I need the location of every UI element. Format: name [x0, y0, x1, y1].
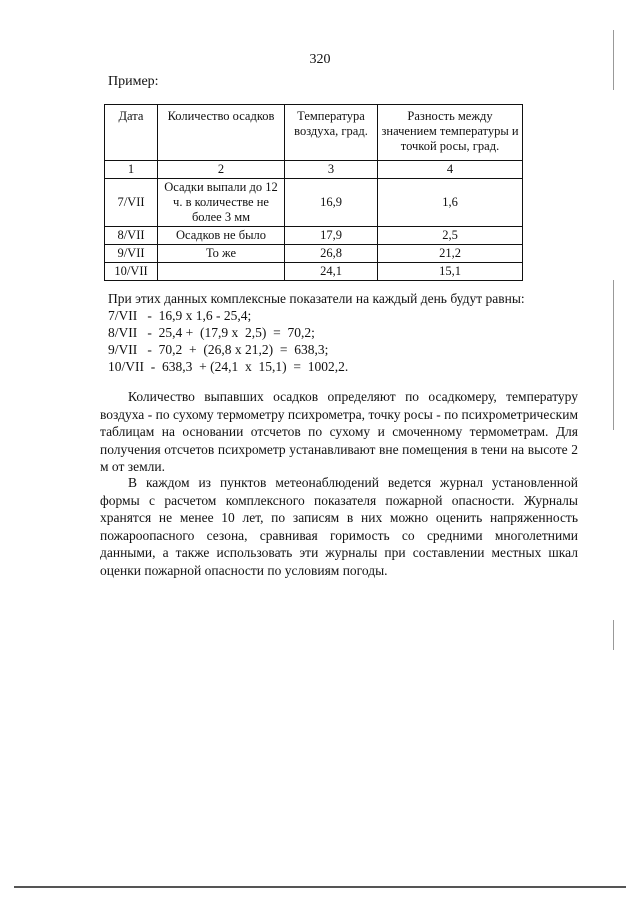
- calculation-line: 9/VII - 70,2 + (26,8 х 21,2) = 638,3;: [108, 342, 329, 357]
- table-header-row: [105, 105, 523, 161]
- column-number: 1: [105, 161, 158, 179]
- paragraph-measurement: Количество выпавших осадков определяют по осадкомеру, температуру воздуха - по сухому термометру психрометра, точку росы - по психрометрическим таблицам на основании отсчетов по сухому и смоченному термометрам. Для получения отсчетов психрометр устанавливают вне помещения в тени на высоте 2 м от земли.: [100, 389, 578, 474]
- scan-edge-mark: [613, 280, 614, 430]
- column-number: 2: [158, 161, 285, 179]
- cell-temperature: 24,1: [285, 263, 378, 281]
- header-date: Дата: [105, 105, 158, 161]
- scan-edge-mark: [613, 620, 614, 650]
- table-row: [105, 227, 523, 245]
- cell-difference: 15,1: [378, 263, 523, 281]
- calculation-line: 10/VII - 638,3 + (24,1 х 15,1) = 1002,2.: [108, 359, 349, 374]
- scan-edge-mark: [613, 30, 614, 90]
- cell-precipitation: Осадков не было: [158, 227, 285, 245]
- table-row: [105, 263, 523, 281]
- cell-date: 8/VII: [105, 227, 158, 245]
- cell-difference: 2,5: [378, 227, 523, 245]
- paragraph-journal: В каждом из пунктов метеонаблюдений ведется журнал установленной формы с расчетом комплексного показателя пожарной опасности. Журналы хранятся не менее 10 лет, по записям в них можно оценить напряженность пожароопасного сезона, сравнивая горимость со средними многолетними данными, а также использовать эти журналы при составлении местных шкал оценки пожарной опасности по условиям погоды.: [100, 475, 578, 578]
- cell-temperature: 26,8: [285, 245, 378, 263]
- cell-date: 7/VII: [105, 179, 158, 227]
- scan-bottom-edge: [14, 886, 626, 888]
- calculation-line: 8/VII - 25,4 + (17,9 х 2,5) = 70,2;: [108, 325, 315, 340]
- cell-date: 10/VII: [105, 263, 158, 281]
- table-row: [105, 179, 523, 227]
- cell-difference: 21,2: [378, 245, 523, 263]
- column-number: 4: [378, 161, 523, 179]
- cell-precipitation: [158, 263, 285, 281]
- table-column-numbers-row: [105, 161, 523, 179]
- column-number: 3: [285, 161, 378, 179]
- page-number: 320: [309, 52, 331, 67]
- calculation-line: 7/VII - 16,9 х 1,6 - 25,4;: [108, 308, 252, 323]
- header-temperature: Температура воздуха, град.: [285, 105, 378, 161]
- cell-precipitation: То же: [158, 245, 285, 263]
- header-precipitation: Количество осадков: [158, 105, 285, 161]
- cell-date: 9/VII: [105, 245, 158, 263]
- cell-temperature: 16,9: [285, 179, 378, 227]
- cell-temperature: 17,9: [285, 227, 378, 245]
- header-dewpoint-difference: Разность между значением температуры и точкой росы, град.: [378, 105, 523, 161]
- cell-difference: 1,6: [378, 179, 523, 227]
- example-label: Пример:: [108, 74, 159, 89]
- calculation-block: [108, 290, 525, 375]
- cell-precipitation: Осадки выпали до 12 ч. в количестве не более 3 мм: [158, 179, 285, 227]
- weather-table: [104, 104, 523, 281]
- table-row: [105, 245, 523, 263]
- calculation-intro: При этих данных комплексные показатели на каждый день будут равны:: [108, 291, 525, 306]
